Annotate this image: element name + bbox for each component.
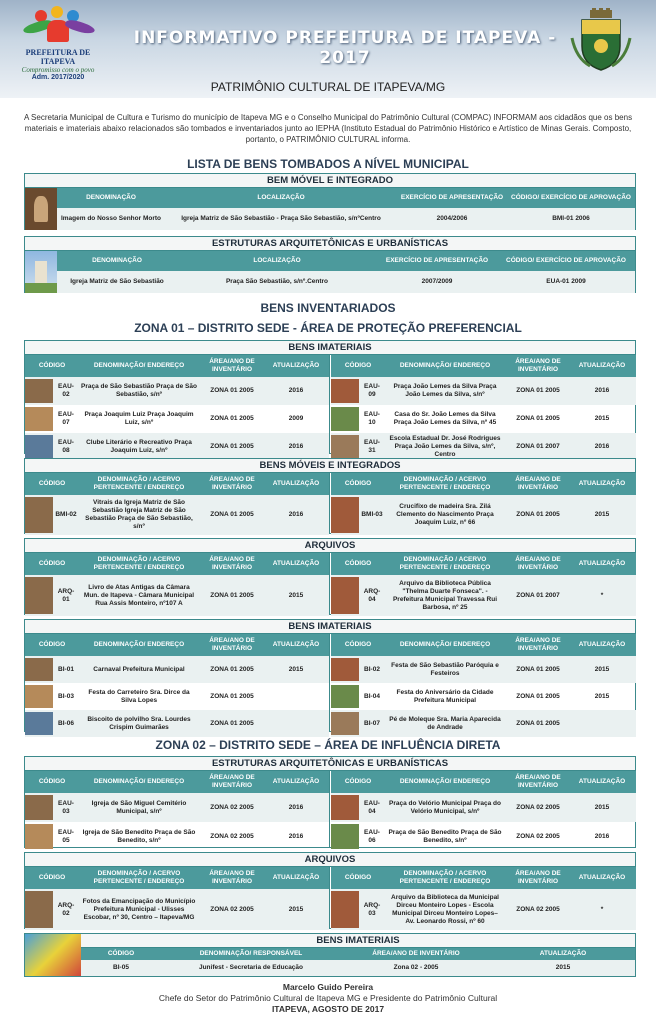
table-row <box>25 683 329 710</box>
cell-area: ZONA 02 2005 <box>516 905 560 913</box>
table-row <box>331 683 636 710</box>
cell-codigo: ARQ-03 <box>363 901 381 917</box>
col-header: ÁREA/ANO DE INVENTÁRIO <box>515 774 561 789</box>
cell-area: ZONA 01 2005 <box>210 719 254 727</box>
col-header: ATUALIZAÇÃO <box>578 778 626 785</box>
cell-atualizacao: 2015 <box>594 692 610 700</box>
col-header: ÁREA/ANO DE INVENTÁRIO <box>372 950 460 957</box>
section-title: BENS IMATERIAIS <box>25 341 635 355</box>
section-z1-imateriais-2 <box>24 619 636 732</box>
thumb-photo <box>331 407 359 431</box>
table-right <box>331 634 636 731</box>
table-left <box>25 553 330 614</box>
cell-area: ZONA 01 2005 <box>210 415 254 422</box>
section-z2-estruturas <box>24 756 636 848</box>
table-header <box>25 771 329 793</box>
cell-area: ZONA 02 2005 <box>516 803 560 811</box>
cell-codigo: EAU-10 <box>364 411 380 426</box>
thumb-photo <box>25 379 53 403</box>
cell-codigo: EAU-08 <box>58 439 74 454</box>
cell-codigo: BMI-01 2006 <box>552 215 590 222</box>
cell-codigo: EAU-05 <box>58 828 74 844</box>
table-row <box>331 656 636 683</box>
col-header: DENOMINAÇÃO/ ENDEREÇO <box>93 362 185 369</box>
cell-codigo: ARQ-02 <box>57 901 75 917</box>
col-header: ATUALIZAÇÃO <box>578 874 626 881</box>
col-header: CÓDIGO <box>344 874 372 881</box>
thumb-photo <box>25 577 53 614</box>
cell-denominacao: Festa de São Sebastião Paróquia e Festeiros <box>391 661 499 677</box>
thumb-photo <box>25 658 53 681</box>
cell-codigo: BI-03 <box>58 692 74 700</box>
table-header <box>81 948 635 960</box>
table-row <box>331 575 636 616</box>
logo-name: PREFEITURA DE ITAPEVA <box>25 48 91 66</box>
table-left <box>25 867 330 928</box>
cell-denominacao: Crucifixo de madeira Sra. Zilá Clemento do Nascimento Praça Joaquim Luiz, nº 66 <box>396 503 494 526</box>
col-header: DENOMINAÇÃO/ ENDEREÇO <box>93 641 185 648</box>
thumb-photo <box>331 824 359 849</box>
col-header: ÁREA/ANO DE INVENTÁRIO <box>515 556 561 571</box>
col-header: ÁREA/ANO DE INVENTÁRIO <box>209 556 255 571</box>
cell-denominacao: Casa do Sr. João Lemes da Silva Praça João Lemes da Silva, nº 45 <box>393 411 497 426</box>
signer-role: Chefe do Setor do Patrimônio Cultural de Itapeva MG e Presidente do Patrimônio Cultural <box>158 993 498 1003</box>
cell-area: ZONA 01 2007 <box>516 443 560 450</box>
col-header: ÁREA/ANO DE INVENTÁRIO <box>209 358 255 373</box>
header-title: INFORMATIVO PREFEITURA DE ITAPEVA - 2017 <box>133 28 557 68</box>
cell-codigo: EAU-09 <box>364 383 380 398</box>
col-header: ATUALIZAÇÃO <box>539 950 587 957</box>
table-left <box>25 634 330 731</box>
thumb-photo <box>331 685 359 708</box>
cell-area: ZONA 01 2007 <box>516 591 560 599</box>
col-header: ATUALIZAÇÃO <box>272 874 320 881</box>
table-row <box>81 960 635 976</box>
cell-atualizacao: 2016 <box>288 832 304 840</box>
col-header: DENOMINAÇÃO / ACERVO PERTENCENTE / ENDEREÇO <box>93 870 185 885</box>
cell-codigo: BI-01 <box>58 665 74 673</box>
table-row <box>25 433 329 461</box>
cell-codigo: BI-02 <box>364 665 380 673</box>
col-header: CÓDIGO <box>344 641 372 648</box>
cell-area: ZONA 01 2005 <box>210 387 254 394</box>
col-header: DENOMINAÇÃO <box>86 194 136 201</box>
cell-codigo: EUA-01 2009 <box>546 278 586 285</box>
thumb-photo <box>331 577 359 614</box>
cell-denominacao: Praça de São Benedito Praça de São Benedito, s/nº <box>388 828 502 844</box>
table-row <box>25 377 329 405</box>
table-row <box>25 495 329 535</box>
table-row <box>57 208 635 230</box>
tombados-heading: LISTA DE BENS TOMBADOS A NÍVEL MUNICIPAL <box>187 157 469 171</box>
col-header: ATUALIZAÇÃO <box>578 480 626 487</box>
col-header: CÓDIGO <box>38 480 66 487</box>
table-header <box>25 553 329 575</box>
thumb-photo <box>25 891 53 928</box>
cell-denominacao: Livro de Atas Antigas da Câmara Mun. de Itapeva - Câmara Municipal Rua Assis Monteiro, nº107 A <box>83 583 195 607</box>
cell-area: ZONA 02 2005 <box>210 803 254 811</box>
section-title: ARQUIVOS <box>25 539 635 553</box>
cell-atualizacao: 2016 <box>594 387 610 394</box>
col-header: CÓDIGO <box>344 560 372 567</box>
table-header <box>25 867 329 889</box>
zona02-heading: ZONA 02 – DISTRITO SEDE – ÁREA DE INFLUÊNCIA DIRETA <box>155 738 501 752</box>
cell-exercicio: 2004/2006 <box>436 215 468 222</box>
section-title: BENS MÓVEIS E INTEGRADOS <box>25 459 635 473</box>
cell-denominacao: Arquivo da Biblioteca da Municipal Dirceu Monteiro Lopes - Escola Municipal Dirceu Monteiro Lopes– Av. Leonardo Rossi, nº 60 <box>391 893 499 925</box>
table-row <box>57 271 635 293</box>
cell-denominacao: Arquivo da Biblioteca Pública "Thelma Duarte Fonseca". - Prefeitura Municipal Travessa Rui Barbosa, nº 25 <box>392 579 498 611</box>
cell-codigo: BMI-02 <box>55 511 77 518</box>
col-header: ÁREA/ANO DE INVENTÁRIO <box>209 870 255 885</box>
cell-codigo: BMI-03 <box>361 511 383 518</box>
cell-codigo: EAU-07 <box>58 411 74 426</box>
table-row <box>331 793 636 822</box>
cell-area: ZONA 01 2005 <box>516 387 560 394</box>
cell-area: ZONA 01 2005 <box>210 692 254 700</box>
cell-atualizacao: 2015 <box>288 591 304 599</box>
cell-atualizacao: 2016 <box>594 443 610 450</box>
cell-denominacao: Festa do Carreteiro Sra. Dirce da Silva Lopes <box>88 688 190 704</box>
cell-atualizacao: 2016 <box>288 511 304 518</box>
section-z2-imateriais <box>24 933 636 977</box>
section-title: ARQUIVOS <box>25 853 635 867</box>
cell-area: ZONA 02 2005 <box>210 832 254 840</box>
cell-denominacao: Pé de Moleque Sra. Maria Aparecida de Andrade <box>389 715 501 731</box>
cell-codigo: ARQ-04 <box>363 587 381 603</box>
table-row <box>25 710 329 737</box>
table-row <box>25 575 329 616</box>
cell-codigo: BI-05 <box>113 964 129 971</box>
cell-atualizacao: 2016 <box>288 803 304 811</box>
cell-localizacao: Praça São Sebastião, s/nº.Centro <box>225 278 329 285</box>
table-header <box>331 867 636 889</box>
table-row <box>331 405 636 433</box>
col-header: CÓDIGO <box>107 950 135 957</box>
table-header <box>331 553 636 575</box>
col-header: CÓDIGO <box>344 480 372 487</box>
section-title: ESTRUTURAS ARQUITETÔNICAS E URBANÍSTICAS <box>25 757 635 771</box>
table-header <box>57 188 635 208</box>
thumb-photo <box>25 824 53 849</box>
logo-admin: Adm. 2017/2020 <box>31 74 85 81</box>
col-header: CÓDIGO <box>38 641 66 648</box>
cell-denominacao: Vitrais da Igreja Matriz de São Sebastião Igreja Matriz de São Sebastião Praça de São Sebastião, s/nº <box>85 499 193 530</box>
cell-denominacao: Festa do Aniversário da Cidade Prefeitura Municipal <box>396 688 494 704</box>
col-header: ATUALIZAÇÃO <box>578 362 626 369</box>
col-header: EXERCÍCIO DE APRESENTAÇÃO <box>385 257 489 264</box>
col-header: CÓDIGO <box>38 362 66 369</box>
cell-denominacao: Praça João Lemes da Silva Praça João Lemes da Silva, s/nº <box>393 383 497 398</box>
table-header <box>25 355 329 377</box>
cell-exercicio: 2007/2009 <box>421 278 453 285</box>
col-header: DENOMINAÇÃO/ ENDEREÇO <box>399 778 491 785</box>
col-header: EXERCÍCIO DE APRESENTAÇÃO <box>400 194 504 201</box>
col-header: DENOMINAÇÃO / ACERVO PERTENCENTE / ENDEREÇO <box>399 556 491 571</box>
cell-atualizacao: 2016 <box>288 443 304 450</box>
thumb-photo <box>25 934 81 976</box>
thumb-photo <box>331 658 359 681</box>
cell-localizacao: Igreja Matriz de São Sebastião - Praça São Sebastião, s/nºCentro <box>181 215 381 222</box>
table-row <box>25 889 329 930</box>
table-row <box>331 710 636 737</box>
cell-denominacao: Igreja de São Miguel Cemitério Municipal, s/nº <box>91 799 187 815</box>
footer <box>0 982 656 1015</box>
cell-denominacao: Igreja de São Benedito Praça de São Benedito, s/nº <box>82 828 196 844</box>
cell-denominacao: Praça de São Sebastião Praça de São Sebastião, s/nº <box>81 383 197 398</box>
cell-atualizacao: 2009 <box>288 415 304 422</box>
cell-denominacao: Imagem do Nosso Senhor Morto <box>60 215 162 222</box>
section-title: ESTRUTURAS ARQUITETÔNICAS E URBANÍSTICAS <box>25 237 635 251</box>
thumb-photo <box>331 712 359 735</box>
col-header: DENOMINAÇÃO / ACERVO PERTENCENTE / ENDEREÇO <box>399 870 491 885</box>
table-row <box>25 656 329 683</box>
thumb-photo <box>25 497 53 533</box>
signer-name: Marcelo Guido Pereira <box>282 982 374 992</box>
thumb-photo <box>331 497 359 533</box>
col-header: ÁREA/ANO DE INVENTÁRIO <box>209 774 255 789</box>
col-header: CÓDIGO/ EXERCÍCIO DE APROVAÇÃO <box>506 257 626 264</box>
table-right <box>331 771 636 847</box>
section-z1-arquivos <box>24 538 636 615</box>
section-z2-arquivos <box>24 852 636 929</box>
inventariados-heading: BENS INVENTARIADOS <box>260 301 396 315</box>
cell-area: Zona 02 - 2005 <box>393 964 439 971</box>
section-z1-moveis <box>24 458 636 534</box>
thumb-photo <box>331 891 359 928</box>
section-title: BENS IMATERIAIS <box>25 620 635 634</box>
cell-codigo: EAU-03 <box>58 799 74 815</box>
cell-atualizacao: 2016 <box>288 387 304 394</box>
cell-atualizacao: 2016 <box>594 832 610 840</box>
table-header <box>331 355 636 377</box>
coat-of-arms-icon <box>570 8 632 72</box>
table-left <box>25 473 330 533</box>
cell-area: ZONA 01 2005 <box>516 692 560 700</box>
cell-area: ZONA 01 2005 <box>516 665 560 673</box>
col-header: LOCALIZAÇÃO <box>257 194 305 201</box>
table-header <box>25 634 329 656</box>
cell-area: ZONA 01 2005 <box>210 511 254 518</box>
table-right <box>331 553 636 614</box>
col-header: CÓDIGO/ EXERCÍCIO DE APROVAÇÃO <box>511 194 631 201</box>
cell-denominacao: Praça Joaquim Luiz Praça Joaquim Luiz, s/nº <box>84 411 194 426</box>
col-header: DENOMINAÇÃO / ACERVO PERTENCENTE / ENDEREÇO <box>93 476 185 491</box>
col-header: DENOMINAÇÃO/ ENDEREÇO <box>399 641 491 648</box>
col-header: DENOMINAÇÃO/ RESPONSÁVEL <box>199 950 303 957</box>
cell-denominacao: Clube Literário e Recreativo Praça Joaquim Luiz, s/nº <box>86 439 192 454</box>
cell-atualizacao: * <box>600 591 604 599</box>
col-header: DENOMINAÇÃO / ACERVO PERTENCENTE / ENDEREÇO <box>93 556 185 571</box>
col-header: ATUALIZAÇÃO <box>578 560 626 567</box>
section-title: BEM MÓVEL E INTEGRADO <box>25 174 635 188</box>
cell-area: ZONA 01 2005 <box>210 665 254 673</box>
thumb-photo <box>25 407 53 431</box>
cell-denominacao: Escola Estadual Dr. José Rodrigues Praça João Lemes da Silva, s/nº, Centro <box>389 435 501 458</box>
section-title: BENS IMATERIAIS <box>81 934 635 948</box>
document-title: PATRIMÔNIO CULTURAL DE ITAPEVA/MG <box>210 80 446 94</box>
cell-denominacao: Fotos da Emancipação do Município Prefeitura Municipal - Ulisses Escobar, nº 30, Centro – Itapeva/MG <box>82 897 196 921</box>
cell-denominacao: Carnaval Prefeitura Municipal <box>93 665 185 673</box>
cell-codigo: ARQ-01 <box>57 587 75 603</box>
cell-denominacao: Biscoito de polvilho Sra. Lourdes Crispim Guimarães <box>87 715 191 731</box>
col-header: ATUALIZAÇÃO <box>272 641 320 648</box>
logo-slogan: Compromisso com o povo <box>21 66 95 74</box>
table-row <box>331 377 636 405</box>
cell-atualizacao: 2015 <box>594 415 610 422</box>
col-header: ÁREA/ANO DE INVENTÁRIO <box>209 476 255 491</box>
cell-atualizacao: 2015 <box>594 803 610 811</box>
col-header: ATUALIZAÇÃO <box>272 362 320 369</box>
section-z1-imateriais <box>24 340 636 458</box>
col-header: ÁREA/ANO DE INVENTÁRIO <box>515 870 561 885</box>
people-logo-icon <box>13 6 103 48</box>
col-header: ATUALIZAÇÃO <box>272 560 320 567</box>
table-header <box>331 771 636 793</box>
table-row <box>25 793 329 822</box>
col-header: ATUALIZAÇÃO <box>272 778 320 785</box>
col-header: CÓDIGO <box>38 778 66 785</box>
cell-area: ZONA 01 2005 <box>516 719 560 727</box>
col-header: CÓDIGO <box>344 778 372 785</box>
section-estruturas-tombadas <box>24 236 636 293</box>
cell-atualizacao: 2015 <box>288 665 304 673</box>
thumb-photo <box>331 379 359 403</box>
table-row <box>25 822 329 851</box>
cell-atualizacao: 2015 <box>594 511 610 518</box>
table-row <box>331 433 636 461</box>
col-header: ÁREA/ANO DE INVENTÁRIO <box>515 476 561 491</box>
cell-denominacao: Junifest - Secretaria de Educação <box>198 964 304 971</box>
cell-codigo: BI-07 <box>364 719 380 727</box>
cell-atualizacao: 2015 <box>555 964 571 971</box>
table-left <box>25 355 330 453</box>
table-row <box>331 822 636 851</box>
table-right <box>331 473 636 533</box>
col-header: DENOMINAÇÃO / ACERVO PERTENCENTE / ENDEREÇO <box>399 476 491 491</box>
thumb-photo <box>25 795 53 820</box>
col-header: LOCALIZAÇÃO <box>253 257 301 264</box>
col-header: ÁREA/ANO DE INVENTÁRIO <box>515 637 561 652</box>
table-header <box>331 634 636 656</box>
cell-denominacao: Igreja Matriz de São Sebastião <box>70 278 164 285</box>
cell-area: ZONA 01 2005 <box>516 415 560 422</box>
col-header: DENOMINAÇÃO <box>92 257 142 264</box>
thumb-photo <box>25 685 53 708</box>
footer-date: ITAPEVA, AGOSTO DE 2017 <box>271 1004 385 1014</box>
table-row <box>25 405 329 433</box>
cell-codigo: EAU-04 <box>364 799 380 815</box>
table-header <box>331 473 636 495</box>
cell-atualizacao: 2015 <box>594 665 610 673</box>
col-header: CÓDIGO <box>38 560 66 567</box>
cell-denominacao: Praça do Velório Municipal Praça do Velório Municipal, s/nº <box>389 799 501 815</box>
cell-area: ZONA 01 2005 <box>210 443 254 450</box>
thumb-photo <box>25 712 53 735</box>
cell-area: ZONA 02 2005 <box>516 832 560 840</box>
col-header: ÁREA/ANO DE INVENTÁRIO <box>515 358 561 373</box>
thumb-photo <box>25 188 57 230</box>
thumb-photo <box>25 251 57 293</box>
col-header: ATUALIZAÇÃO <box>272 480 320 487</box>
table-header <box>25 473 329 495</box>
table-left <box>25 771 330 847</box>
table-header <box>57 251 635 271</box>
col-header: CÓDIGO <box>38 874 66 881</box>
col-header: CÓDIGO <box>344 362 372 369</box>
cell-atualizacao: 2015 <box>288 905 304 913</box>
thumb-photo <box>331 435 359 459</box>
cell-codigo: EAU-31 <box>364 439 380 454</box>
cell-codigo: BI-04 <box>364 692 380 700</box>
table-row <box>331 495 636 535</box>
table-row <box>331 889 636 930</box>
intro-paragraph: A Secretaria Municipal de Cultura e Turismo do município de Itapeva MG e o Conselho Municipal do Patrimônio Cultural (COMPAC) INFORMAM aos cidadãos que os bens materiais e imateriais abaixo relacionados são tombados e inventariados junto ao IEPHA (Instituto Estadual do Patrimônio Histórico e Artístico de Minas Gerais. Composto, portanto, o PATRIMÔNIO CULTURAL informa. <box>23 113 633 144</box>
thumb-photo <box>25 435 53 459</box>
col-header: DENOMINAÇÃO/ ENDEREÇO <box>93 778 185 785</box>
cell-atualizacao: * <box>600 905 604 913</box>
cell-area: ZONA 02 2005 <box>210 905 254 913</box>
col-header: DENOMINAÇÃO/ ENDEREÇO <box>399 362 491 369</box>
col-header: ÁREA/ANO DE INVENTÁRIO <box>209 637 255 652</box>
thumb-photo <box>331 795 359 820</box>
zona01-heading: ZONA 01 – DISTRITO SEDE - ÁREA DE PROTEÇÃO PREFERENCIAL <box>134 321 522 335</box>
cell-codigo: BI-06 <box>58 719 74 727</box>
table-right <box>331 867 636 928</box>
section-bem-movel <box>24 173 636 230</box>
cell-codigo: EAU-02 <box>58 383 74 398</box>
col-header: ATUALIZAÇÃO <box>578 641 626 648</box>
cell-area: ZONA 01 2005 <box>210 591 254 599</box>
cell-codigo: EAU-06 <box>364 828 380 844</box>
cell-area: ZONA 01 2005 <box>516 511 560 518</box>
table-right <box>331 355 636 458</box>
